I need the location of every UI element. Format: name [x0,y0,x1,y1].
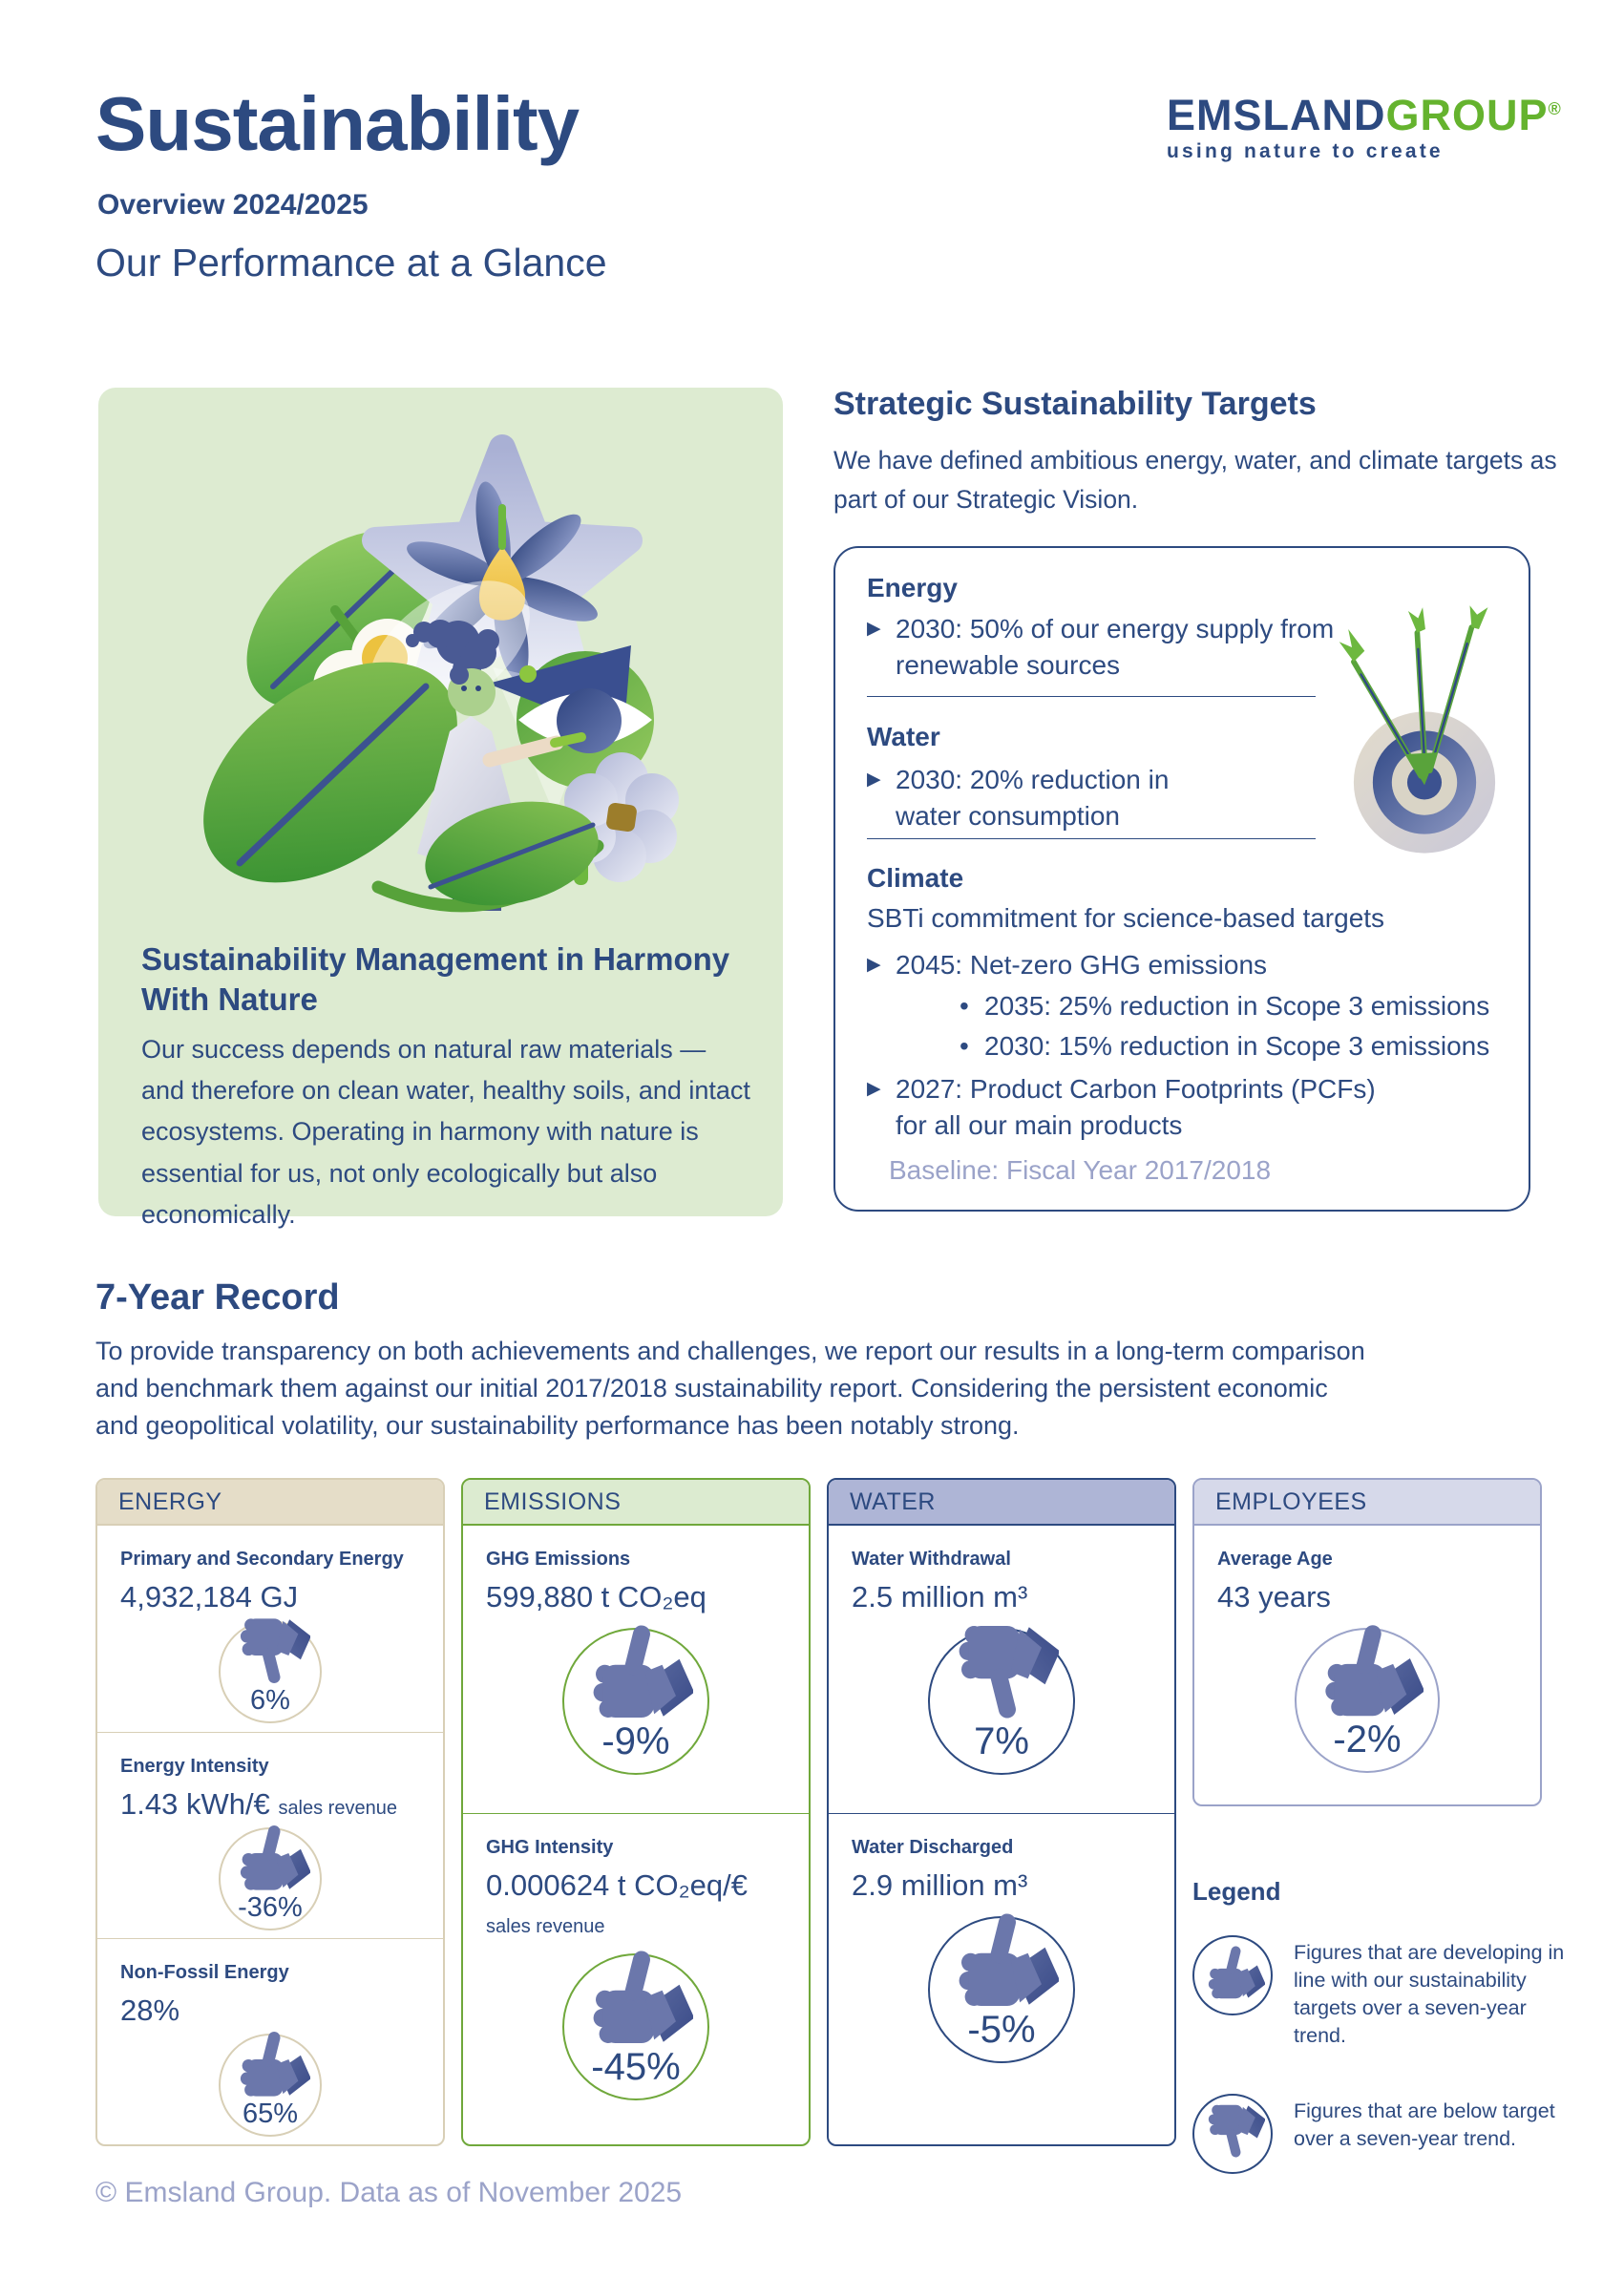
thumbs-down-icon [944,1614,1059,1729]
page-title: Sustainability [95,81,580,166]
thumbs-up-icon [230,1818,310,1898]
trend-percent: -2% [1333,1718,1402,1761]
trend-percent: 65% [242,2098,299,2129]
triangle-bullet-icon: ▶ [867,955,881,975]
legend-up-text: Figures that are developing in line with our sustainability targets over a seven-year trend. [1294,1941,1565,2048]
metric-value-text: 4,932,184 GJ [120,1580,299,1614]
trend-percent: -9% [601,1719,670,1762]
trend-percent: -45% [591,2045,681,2088]
dot-bullet-icon: • [960,1031,969,1061]
thumbs-up-icon [1200,1940,1265,2005]
trend-percent: -5% [967,2008,1036,2051]
metric-label: Water Discharged [852,1837,1014,1858]
registered-trademark-icon: ® [1548,99,1562,118]
water-bullet-text: 2030: 20% reduction in water consumption [896,765,1170,831]
employees-card-header: EMPLOYEES [1194,1480,1540,1526]
trend-percent: 6% [250,1684,290,1716]
metric-value-suffix: sales revenue [486,1915,605,1937]
metric-ghg-emissions [463,1526,809,1813]
triangle-bullet-icon: ▶ [867,619,881,639]
water-card-header: WATER [829,1480,1174,1526]
targets-intro: We have defined ambitious energy, water, and climate targets as part of our Strategic Vision. [833,446,1557,515]
record-body: To provide transparency on both achievements and challenges, we report our results in a long-term comparison and benchmark them against our initial 2017/2018 sustainability report. Considering the persistent economic and geopolitical volatility, our sustainability performance has been notably strong. [95,1337,1365,1441]
energy-card [95,1478,445,2146]
metric-value-suffix: sales revenue [278,1797,397,1819]
trend-circle [562,1953,709,2100]
emissions-card [461,1478,811,2146]
metric-label: GHG Emissions [486,1549,631,1570]
target-section-water-title: Water [867,722,940,751]
legend-down-text: Figures that are below target over a seven-year trend. [1294,2099,1555,2151]
performance-heading: Our Performance at a Glance [95,241,607,285]
dot-bullet-icon: • [960,991,969,1021]
thumbs-up-icon [230,2024,310,2104]
water-card [827,1478,1176,2146]
climate-sub-bullet-2-text: 2030: 15% reduction in Scope 3 emissions [984,1031,1490,1061]
metric-water-discharged [829,1813,1174,2144]
thumbs-up-icon [1311,1614,1424,1727]
logo-tagline: using nature to create [1167,140,1444,162]
legend-circle [1192,1935,1273,2015]
metric-primary-secondary-energy [97,1526,443,1732]
thumbs-down-icon [1200,2099,1265,2163]
divider [867,696,1316,697]
metric-average-age [1194,1526,1540,1804]
trend-circle [219,2034,322,2137]
nature-flower-illustration [173,405,707,930]
metric-value [852,1579,1151,1616]
trend-percent: -36% [238,1891,303,1923]
emissions-card-header: EMISSIONS [463,1480,809,1526]
metric-value [486,1579,786,1616]
nature-card-body: Our success depends on natural raw materials — and therefore on clean water, healthy soils, and intact ecosystems. Operating in harmony with nature is essential for us, not only ecologically but also economically. [141,1035,750,1229]
metric-label: Average Age [1217,1549,1333,1570]
metric-value [852,1867,1151,1905]
metric-value-text: 28% [120,1993,180,2027]
legend [1192,1877,1584,2174]
legend-item-up [1192,1935,1584,2050]
copyright-footer: © Emsland Group. Data as of November 2025 [95,2177,683,2208]
divider [867,838,1316,839]
metric-label: Primary and Secondary Energy [120,1549,404,1570]
metric-value-text: 599,880 t CO₂eq [486,1580,707,1614]
energy-bullet-text: 2030: 50% of our energy supply from renewable sources [896,614,1335,680]
climate-bullet-1 [867,947,1402,983]
climate-bullet-2-text: 2027: Product Carbon Footprints (PCFs) for all our main products [896,1074,1376,1140]
metric-label: GHG Intensity [486,1837,614,1858]
emsland-group-logo [1167,91,1562,163]
thumbs-up-icon [579,1940,693,2055]
climate-bullet-1-text: 2045: Net-zero GHG emissions [896,950,1268,980]
triangle-bullet-icon: ▶ [867,1079,881,1099]
trend-circle [219,1620,322,1723]
metric-non-fossil-energy [97,1938,443,2144]
metric-energy-intensity [97,1732,443,1938]
targets-box [833,546,1530,1212]
metric-value-text: 1.43 kWh/€ [120,1786,270,1821]
energy-card-header: ENERGY [97,1480,443,1526]
legend-heading: Legend [1192,1877,1281,1906]
water-bullet [867,762,1316,834]
climate-sub-bullet-1-text: 2035: 25% reduction in Scope 3 emissions [984,991,1490,1021]
target-section-energy-title: Energy [867,573,958,602]
metric-label: Non-Fossil Energy [120,1961,289,1983]
nature-card-heading: Sustainability Management in Harmony With Nature [141,941,730,1018]
metric-label: Water Withdrawal [852,1549,1011,1570]
trend-circle [1295,1628,1440,1773]
thumbs-up-icon [944,1903,1059,2017]
thumbs-down-icon [230,1611,310,1691]
climate-bullet-2 [867,1071,1440,1144]
employees-card [1192,1478,1542,1806]
metric-label: Energy Intensity [120,1755,269,1777]
metric-value-text: 2.5 million m³ [852,1580,1028,1614]
metric-value-text: 2.9 million m³ [852,1868,1028,1902]
legend-circle [1192,2094,1273,2174]
metric-water-withdrawal [829,1526,1174,1813]
trend-circle [928,1916,1075,2063]
trend-circle [928,1628,1075,1775]
climate-subtitle: SBTi commitment for science-based targets [867,903,1385,933]
triangle-bullet-icon: ▶ [867,770,881,790]
metric-value [486,1867,786,1942]
metric-ghg-intensity [463,1813,809,2144]
record-heading: 7-Year Record [95,1277,340,1318]
baseline-note: Baseline: Fiscal Year 2017/2018 [889,1155,1272,1185]
logo-text-emsland: EMSLAND [1167,91,1386,139]
legend-item-down [1192,2094,1584,2174]
trend-percent: 7% [974,1719,1029,1762]
thumbs-up-icon [579,1614,693,1729]
energy-bullet [867,611,1344,684]
targets-heading: Strategic Sustainability Targets [833,386,1317,422]
logo-wordmark [1167,91,1562,139]
trend-circle [219,1827,322,1930]
trend-circle [562,1628,709,1775]
logo-text-group: GROUP [1385,91,1549,139]
metric-value [1217,1579,1517,1616]
target-arrows-icon [1334,603,1515,871]
climate-sub-bullet-1 [960,991,1489,1022]
nature-card [98,388,783,1229]
metric-value-text: 43 years [1217,1580,1331,1614]
climate-sub-bullet-2 [960,1031,1489,1062]
target-section-climate-title: Climate [867,863,964,893]
page-subtitle: Overview 2024/2025 [97,189,369,221]
metric-value-text: 0.000624 t CO₂eq/€ [486,1868,749,1902]
